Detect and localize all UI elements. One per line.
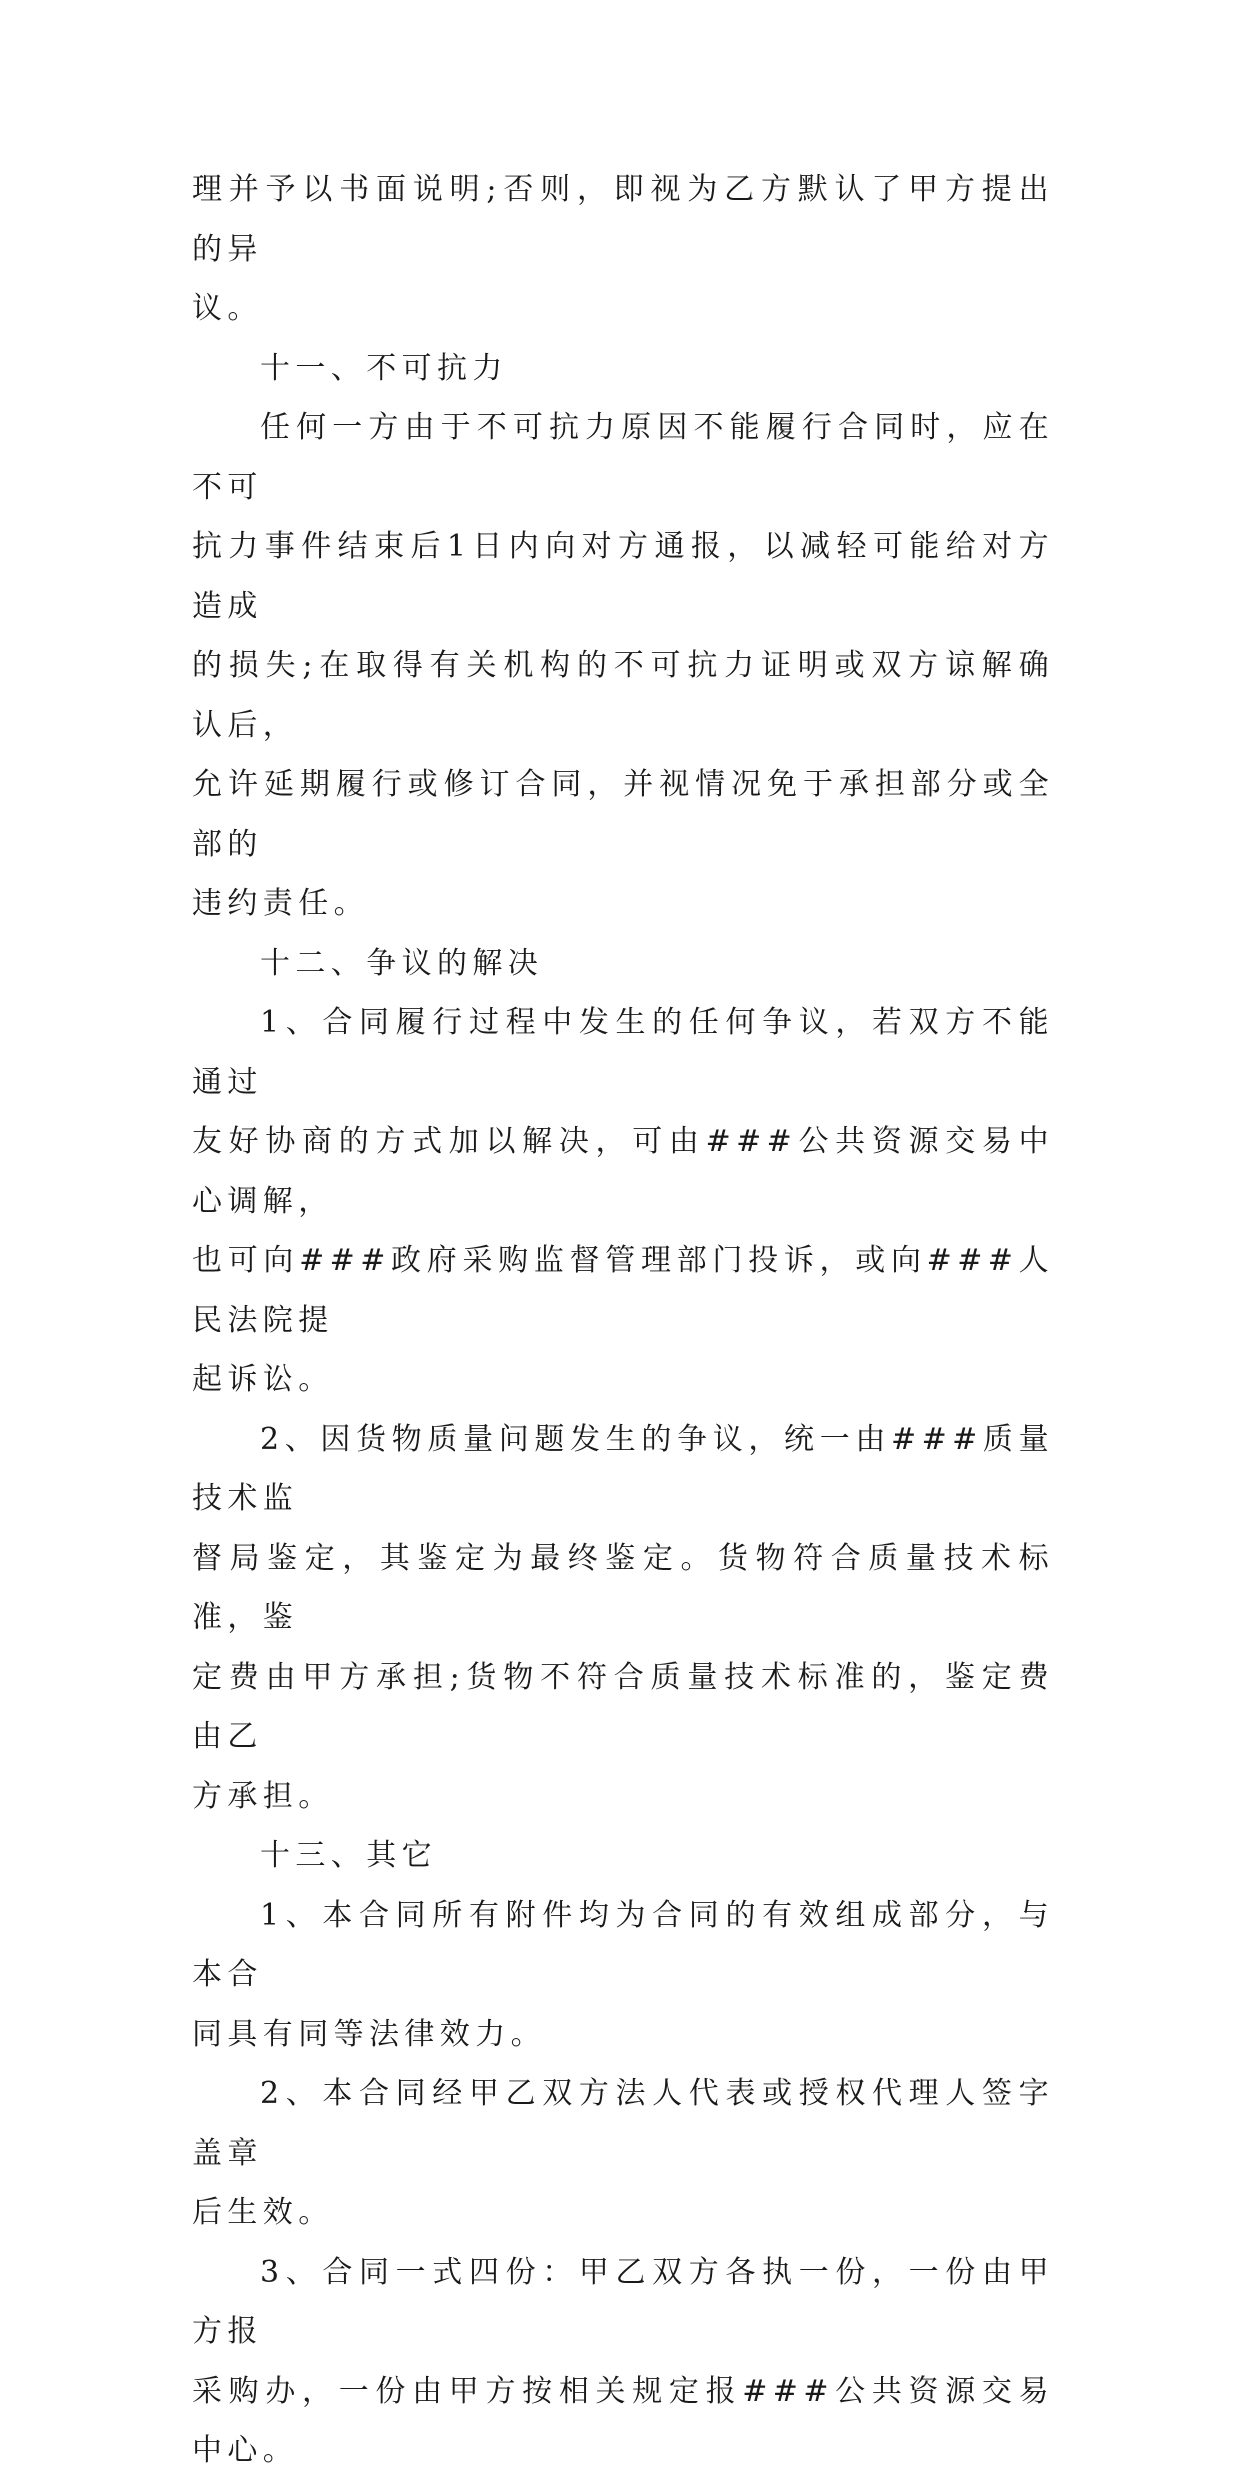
section-heading-force-majeure: 十一、不可抗力 xyxy=(260,350,508,386)
paragraph-continuation: 理并予以书面说明;否则，即视为乙方默认了甲方提出的异 议。 xyxy=(192,172,1054,326)
paragraph-dispute-1: 1、合同履行过程中发生的任何争议，若双方不能通过 友好协商的方式加以解决，可由###公共资源交易中心调解， 也可向###政府采购监督管理部门投诉，或向###人民法院提 起诉讼。 xyxy=(192,1005,1054,1397)
paragraph-other-2: 2、本合同经甲乙双方法人代表或授权代理人签字盖章 后生效。 xyxy=(192,2076,1054,2230)
section-heading-dispute-resolution: 十二、争议的解决 xyxy=(260,945,544,981)
paragraph-force-majeure: 任何一方由于不可抗力原因不能履行合同时，应在不可 抗力事件结束后1日内向对方通报，以减轻可能给对方造成 的损失;在取得有关机构的不可抗力证明或双方谅解确认后， 允许延期履行或修订合同，并视情况免于承担部分或全部的 违约责任。 xyxy=(192,410,1054,921)
paragraph-other-3: 3、合同一式四份：甲乙双方各执一份，一份由甲方报 采购办，一份由甲方按相关规定报###公共资源交易中心。 xyxy=(192,2254,1054,2468)
document-body xyxy=(192,160,1054,2481)
section-heading-other: 十三、其它 xyxy=(260,1838,437,1873)
paragraph-dispute-2: 2、因货物质量问题发生的争议，统一由###质量技术监 督局鉴定，其鉴定为最终鉴定。货物符合质量技术标准，鉴 定费由甲方承担;货物不符合质量技术标准的，鉴定费由乙 方承担。 xyxy=(192,1421,1054,1814)
paragraph-other-1: 1、本合同所有附件均为合同的有效组成部分，与本合 同具有同等法律效力。 xyxy=(192,1897,1054,2052)
